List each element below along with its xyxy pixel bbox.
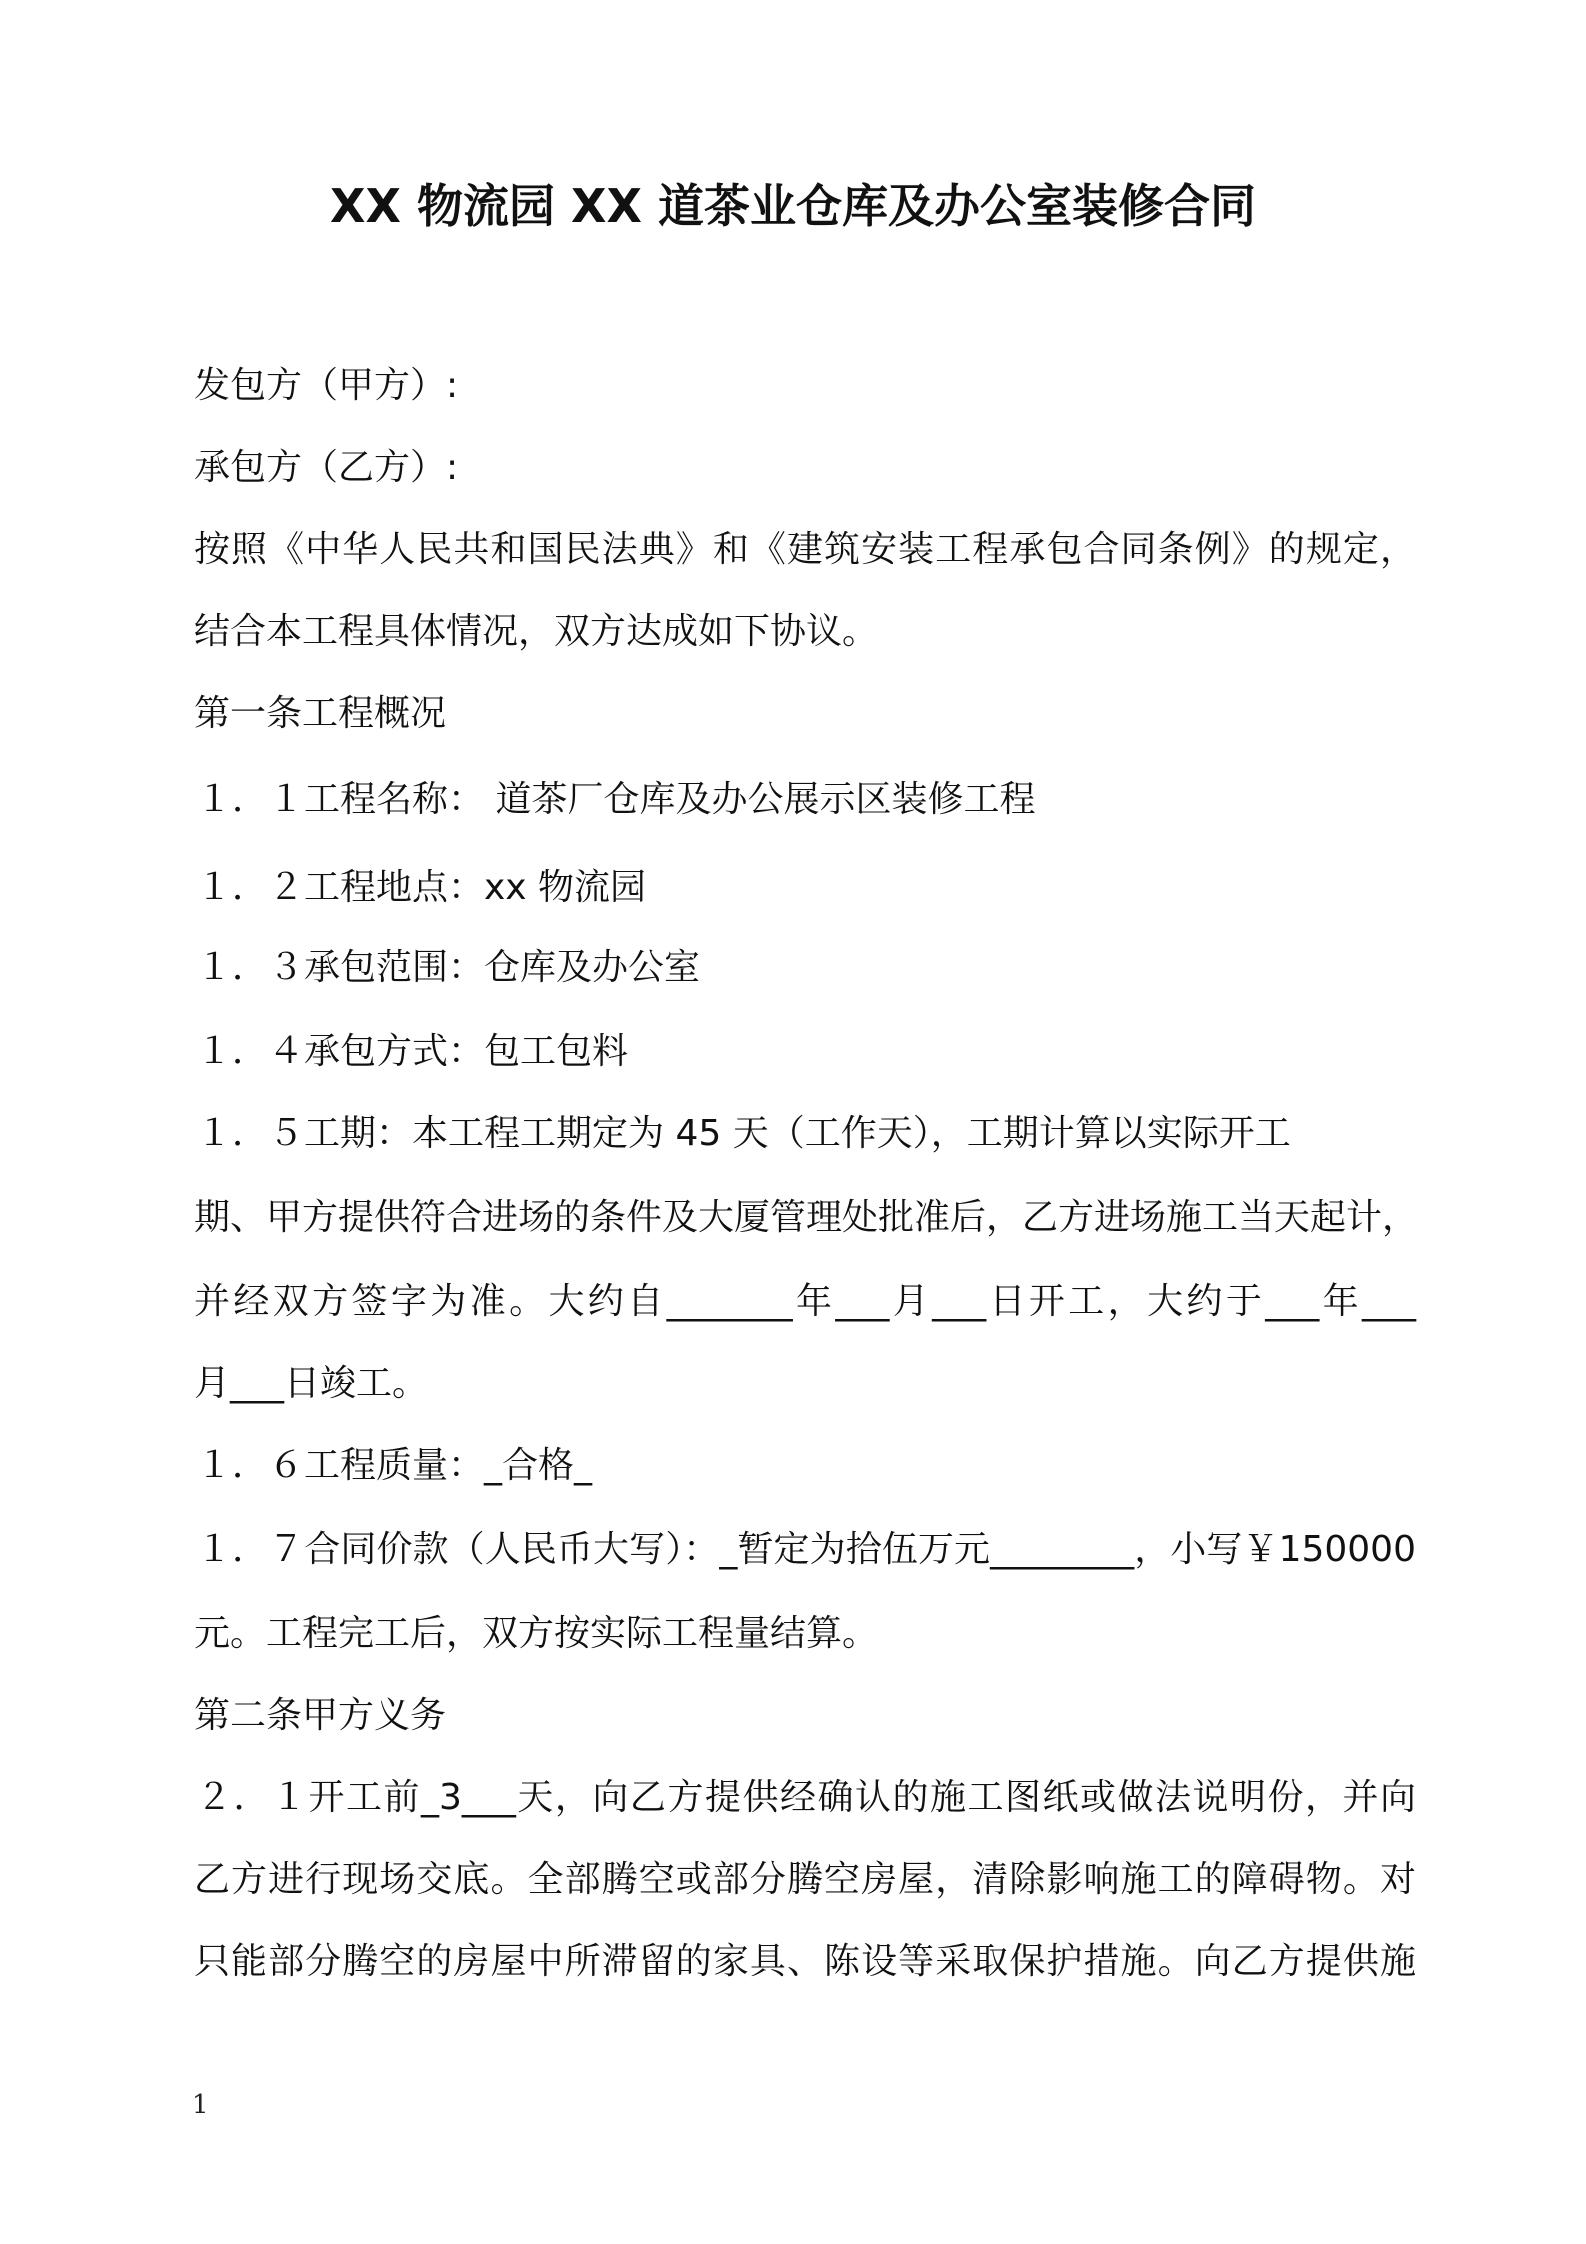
preamble-line-1: 按照《中华人民共和国民法典》和《建筑安装工程承包合同条例》的规定， <box>194 529 1416 570</box>
clause-1-5-line-4: 月___日竣工。 <box>194 1363 429 1404</box>
document-title: XX 物流园 XX 道茶业仓库及办公室装修合同 <box>330 179 1256 233</box>
clause-2-1-line-1: ２．１开工前_3___天，向乙方提供经确认的施工图纸或做法说明份，并向 <box>196 1777 1416 1818</box>
party-a-line: 发包方（甲方）: <box>194 365 459 406</box>
clause-1-7-line-2: 元。工程完工后，双方按实际工程量结算。 <box>194 1613 879 1654</box>
article-1-heading: 第一条工程概况 <box>194 693 447 734</box>
clause-1-2: １．２工程地点：xx 物流园 <box>196 867 647 908</box>
preamble-line-2: 结合本工程具体情况，双方达成如下协议。 <box>194 611 879 652</box>
clause-1-5-line-2: 期、甲方提供符合进场的条件及大厦管理处批准后，乙方进场施工当天起计， <box>194 1197 1419 1238</box>
clause-1-3: １．３承包范围：仓库及办公室 <box>196 947 701 988</box>
clause-1-5-line-3: 并经双方签字为准。大约自_______年___月___日开工，大约于___年___ <box>194 1281 1416 1322</box>
clause-1-4: １．４承包方式：包工包料 <box>196 1031 629 1072</box>
page-number: 1 <box>192 2090 209 2120</box>
article-2-heading: 第二条甲方义务 <box>194 1695 447 1736</box>
clause-1-5-line-1: １．５工期：本工程工期定为 45 天（工作天），工期计算以实际开工 <box>196 1113 1291 1154</box>
clause-2-1-line-3: 只能部分腾空的房屋中所滞留的家具、陈设等采取保护措施。向乙方提供施 <box>194 1941 1416 1982</box>
clause-1-6: １．６工程质量：_合格_ <box>196 1445 593 1486</box>
party-b-line: 承包方（乙方）: <box>194 447 459 488</box>
clause-1-1: １．１工程名称： 道茶厂仓库及办公展示区装修工程 <box>196 779 1036 820</box>
clause-2-1-line-2: 乙方进行现场交底。全部腾空或部分腾空房屋，清除影响施工的障碍物。对 <box>194 1859 1416 1900</box>
clause-1-7-line-1: １．７合同价款（人民币大写）：_暂定为拾伍万元________，小写￥150000 <box>196 1529 1416 1570</box>
